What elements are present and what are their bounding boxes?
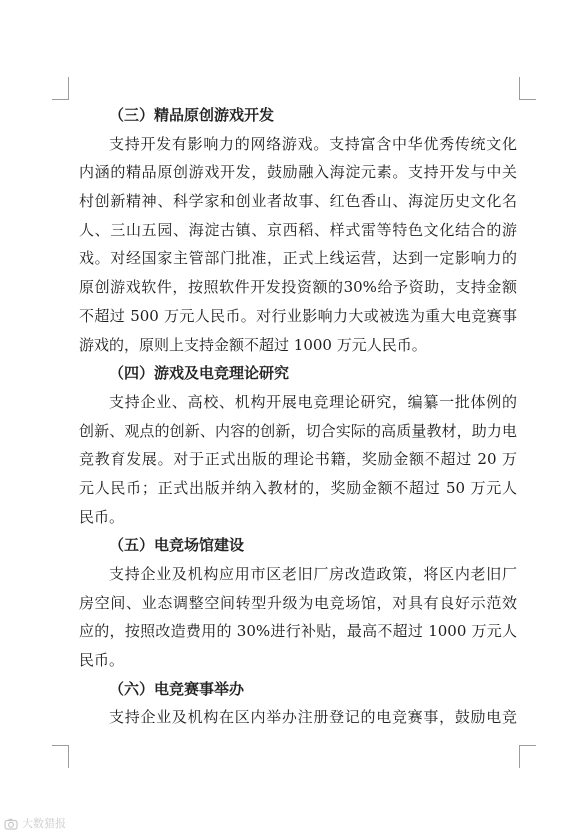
paragraph-line: 支持开发有影响力的网络游戏。支持富含中华优秀传统文化 xyxy=(109,134,517,153)
section-heading: （四）游戏及电竞理论研究 xyxy=(109,364,290,383)
paragraph-line: 民币。 xyxy=(79,651,125,670)
watermark xyxy=(4,816,66,832)
paragraph-line: 应的，按照改造费用的 30%进行补贴，最高不超过 1000 万元人 xyxy=(79,622,517,641)
paragraph-line: 支持企业及机构应用市区老旧厂房改造政策，将区内老旧厂 xyxy=(109,565,517,583)
paragraph-line: 元人民币；正式出版并纳入教材的，奖励金额不超过 50 万元人 xyxy=(79,478,517,497)
section-heading: （五）电竞场馆建设 xyxy=(109,536,245,555)
paragraph-line: 不超过 500 万元人民币。对行业影响力大或被选为重大电竞赛事 xyxy=(79,306,517,325)
document-body xyxy=(79,101,517,732)
paragraph-line: 民币。 xyxy=(79,507,125,526)
paragraph-line: 内涵的精品原创游戏开发，鼓励融入海淀元素。支持开发与中关 xyxy=(79,163,517,182)
paragraph-line: 游戏的，原则上支持金额不超过 1000 万元人民币。 xyxy=(79,335,427,354)
paragraph-line: 支持企业、高校、机构开展电竞理论研究，编纂一批体例的 xyxy=(109,392,517,411)
paragraph-line: 创新、观点的创新、内容的创新，切合实际的高质量教材，助力电 xyxy=(79,421,517,440)
section-heading: （六）电竞赛事举办 xyxy=(109,679,245,698)
camera-logo-icon xyxy=(4,818,18,830)
paragraph-line: 支持企业及机构在区内举办注册登记的电竞赛事，鼓励电竞 xyxy=(109,708,517,727)
section-heading: （三）精品原创游戏开发 xyxy=(109,106,275,124)
paragraph-line: 原创游戏软件，按照软件开发投资额的30%给予资助，支持金额 xyxy=(79,278,517,297)
paragraph-line: 人、三山五园、海淀古镇、京西稻、样式雷等特色文化结合的游 xyxy=(79,220,517,239)
paragraph-line: 村创新精神、科学家和创业者故事、红色香山、海淀历史文化名 xyxy=(79,192,517,211)
paragraph-line: 房空间、业态调整空间转型升级为电竞场馆，对具有良好示范效 xyxy=(79,593,517,612)
paragraph-line: 戏。对经国家主管部门批准，正式上线运营，达到一定影响力的 xyxy=(79,249,517,268)
paragraph-line: 竞教育发展。对于正式出版的理论书籍，奖励金额不超过 20 万 xyxy=(79,450,517,469)
watermark-text: 大数猎报 xyxy=(22,817,66,830)
